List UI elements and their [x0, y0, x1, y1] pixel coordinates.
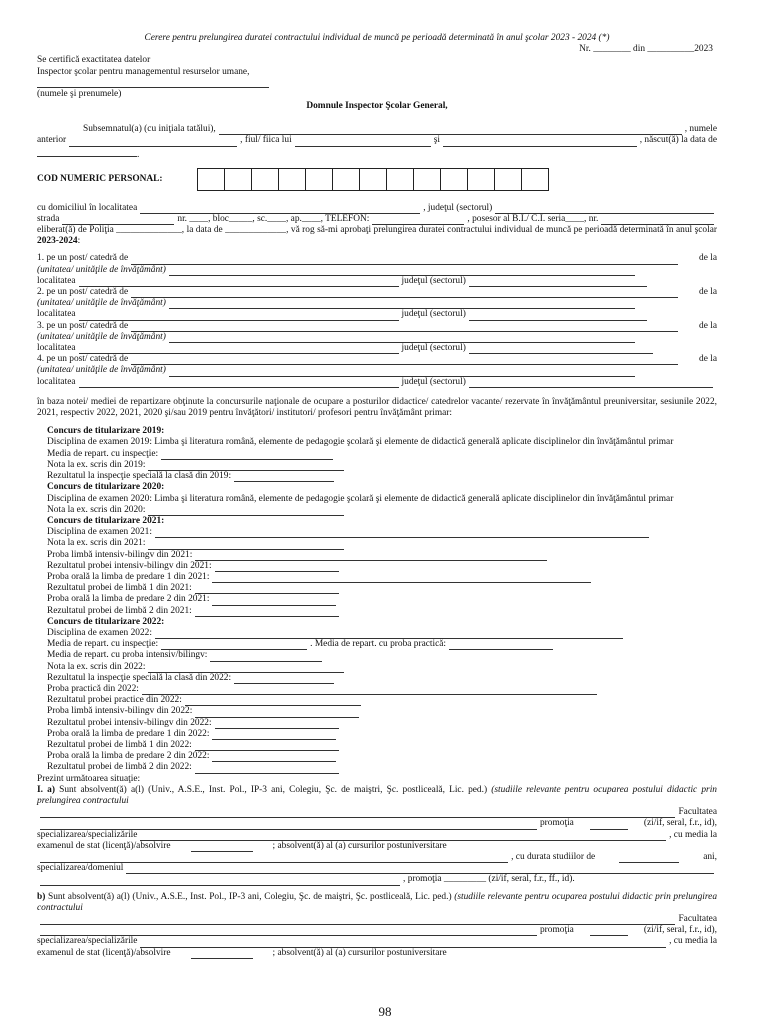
id-number-field[interactable] — [601, 215, 714, 225]
cnp-digit-box[interactable] — [494, 168, 521, 191]
domain-field-cont[interactable] — [40, 876, 400, 886]
post-locality-field[interactable] — [79, 311, 399, 321]
cnp-digit-box[interactable] — [359, 168, 386, 191]
unit-field[interactable] — [169, 333, 635, 343]
score-field[interactable] — [195, 607, 339, 617]
postgraduate-field[interactable] — [40, 853, 508, 863]
intro-label-4: , fiul/ fiica lui — [240, 135, 292, 146]
domicile-label: cu domiciliul în localitatea — [37, 202, 138, 213]
post-block-3: 3. pe un post/ catedră de de la (unitatea/ unităţile de învăţământ) localitatea judeţul (sectorul) — [37, 320, 717, 354]
post-locality-field[interactable] — [79, 378, 399, 388]
duration-field[interactable] — [619, 853, 679, 863]
discipline-field[interactable] — [155, 629, 623, 639]
score-field[interactable] — [212, 596, 336, 606]
address-details: nr. ____, bloc_____, sc.____, ap.____, TELEFON: — [177, 213, 370, 224]
cnp-digit-box[interactable] — [224, 168, 251, 191]
cnp-digit-box[interactable] — [413, 168, 440, 191]
score-field[interactable] — [195, 584, 339, 594]
cnp-digit-box[interactable] — [467, 168, 494, 191]
father-name-field[interactable] — [295, 137, 431, 147]
domain-field[interactable] — [126, 864, 714, 874]
unit-field[interactable] — [169, 367, 635, 377]
phone-field[interactable] — [372, 215, 464, 225]
former-name-field[interactable] — [69, 137, 237, 147]
score-field[interactable] — [210, 652, 322, 662]
score-field[interactable] — [185, 696, 361, 706]
exam-average-field[interactable] — [191, 842, 253, 852]
post-county-field[interactable] — [469, 344, 653, 354]
cnp-digit-box[interactable] — [386, 168, 413, 191]
score-field[interactable] — [215, 562, 339, 572]
score-field[interactable] — [195, 741, 339, 751]
salutation: Domnule Inspector Şcolar General, — [306, 101, 448, 112]
cnp-row — [37, 168, 717, 191]
section-b: b) Sunt absolvent(ă) a(l) (Univ., A.S.E., Inst. Pol., IP-3 ani, Colegiu, Şc. de maiştri, Şc. postliceală, Lic. ped.) (studiile relevante pentru ocuparea postului didactic prin prelungirea contractului Facultatea promoţia (zi/if, seral, f.r., id), specializarea/specializările , cu media la examenul de stat (licenţă)/absolvire ; absolvent(ă) al (a) cursurilor postuniversitare — [37, 891, 718, 958]
promotion-field[interactable] — [590, 926, 628, 936]
certify-line-3: (numele şi prenumele) — [37, 88, 122, 99]
birth-date-field[interactable] — [37, 147, 137, 157]
form-page: Cerere pentru prelungirea duratei contractului individual de muncă pe perioadă determinată în anul şcolar 2023 - 2024 (*) Nr. ________ din __________2023 Se certifică exactitatea datelor Inspector şcolar pentru managementul resurselor umane, (numele şi prenumele) Domnule Inspector Şcolar General, Subsemnatul(a) (cu iniţiala tatălui), , numele anterior , fiul/ fiica lui şi , născut(ă) la data de . COD NUMERIC PERSONAL: cu domiciliul în localitatea , judeţul (sectorul) strada nr. ____, bloc_____, sc.____, ap.____, TELEFON: , posesor al B.I./ C.I. seria____, nr. eliberat(ă) de Poliţia ______________, la data de _____________, vă rog să-mi aprobaţi prelungirea duratei contractului individual de muncă pe perioadă determinată în anul şcolar 2023-2024: 1. pe un post/ catedră de de la (unitatea/ unităţile de învăţământ) localitatea judeţul (sectorul) 2. pe un post/ catedră de de la (unitatea/ unităţile de învăţământ) localitatea judeţul (sectorul) 3. pe un post/ catedră de de la (unitatea/ unităţile de învăţământ) localitatea judeţul (sectorul) 4. pe un post/ catedră de de la (unitatea/ unităţile de învăţământ) localitatea judeţul (sectorul) în baza notei/ mediei de repartizare obţinute la concursurile naţionale de ocupare a posturilor didactice/ catedrelor vacante/ rezervate în învăţământul preuniversitar, sesiunile 2022, 2021, respectiv 2022, 2021, 2020 şi/sau 2019 pentru învăţători/ institutori/ profesori pentru învăţământ primar: Concurs de titularizare 2019: Disciplina de examen 2019: Limba şi literatura română, elemente de pedagogie şcolară şi elemente de didactică generală aplicate disciplinelor din învăţământul primar Media de repart. cu inspecţie: Nota la ex. scris din 2019: Rezultatul la inspecţie specială la clasă din 2019: Concurs de titularizare 2020: Disciplina de examen 2020: Limba şi literatura română, elemente de pedagogie şcolară şi elemente de didactică generală aplicate disciplinelor din învăţământul primar Nota la ex. scris din 2020: Concurs de titularizare 2021: Disciplina de examen 2021: Nota la ex. scris din 2021: Proba limbă intensiv-bilingv din 2021: Rezultatul probei intensiv-bilingv din 2021: Proba orală la limba de predare 1 din 2021: Rezultatul probei de limbă 1 din 2021: Proba orală la limba de predare 2 din 2021: Rezultatul probei de limbă 2 din 2021: Concurs de titularizare 2022: Disciplina de examen 2022: Media de repart. cu inspecţie: . Media de repart. cu proba practică: Media de repart. cu proba intensiv/bilingv: Nota la ex. scris din 2022: Rezultatul la inspecţie specială la clasă din 2022: Proba practică din 2022: Rezultatul probei practice din 2022: Proba limbă intensiv-bilingv din 2022: Rezultatul probei intensiv-bilingv din 2022: Proba orală la limba de predare 1 din 2022: Rezultatul probei de limbă 1 din 2022: Proba orală la limba de predare 2 din 2022: Rezultatul probei de limbă 2 din 2022: Prezint următoarea situaţie: I. a) Sunt absolvent(ă) a(l) (Univ., A.S.E., Inst. Pol., IP-3 ani, Colegiu, Şc. de maiştri, Şc. postliceală, Lic. ped.) (studiile relevante pentru ocuparea postului didactic prin prelungirea contractului Facultatea promoţia (zi/if, seral, f.r., id), specializarea/specializările , cu media la examenul de stat (licenţă)/absolvire ; absolvent(ă) al (a) cursurilor postuniversitare , cu durata studiilor de ani, specializarea/domeniul , promoţia _________ (zi/if, seral, f.r., ff., id). b) Sunt absolvent(ă) a(l) (Univ., A.S.E., Inst. Pol., IP-3 ani, Colegiu, Şc. de maiştri, Şc. postliceală, Lic. ped.) (studiile relevante pentru ocuparea postului didactic prin prelungirea contractului Facultatea promoţia (zi/if, seral, f.r., id), specializarea/specializările , cu media la examenul de stat (licenţă)/absolvire ; absolvent(ă) al (a) cursurilor postuniversitare — [37, 33, 718, 958]
score-field[interactable] — [148, 461, 344, 471]
concurs-2020: Concurs de titularizare 2020: Disciplina de examen 2020: Limba şi literatura română, elemente de pedagogie şcolară şi elemente de didactică generală aplicate disciplinelor din învăţământul primar Nota la ex. scris din 2020: — [47, 482, 674, 515]
score-field[interactable] — [161, 640, 307, 650]
registration-number: Nr. ________ din __________2023 — [579, 44, 713, 55]
intro-label-1: Subsemnatul(a) (cu iniţiala tatălui), — [83, 124, 216, 135]
mother-name-field[interactable] — [443, 137, 637, 147]
concurs-2021: Concurs de titularizare 2021: Disciplina de examen 2021: Nota la ex. scris din 2021: Proba limbă intensiv-bilingv din 2021: Rezultatul probei intensiv-bilingv din 2021: Proba orală la limba de predare 1 din 2021: Rezultatul probei de limbă 1 din 2021: Proba orală la limba de predare 2 din 2021: Rezultatul probei de limbă 2 din 2021: — [37, 516, 717, 617]
situation-label: Prezint următoarea situaţie: — [37, 773, 141, 784]
page-number: 98 — [378, 1004, 392, 1019]
faculty-field[interactable] — [40, 820, 537, 830]
specialization-field[interactable] — [140, 831, 666, 841]
post-field[interactable] — [131, 355, 678, 365]
intro-label-6: , născut(ă) la data de — [639, 135, 717, 146]
certify-line-1: Se certifică exactitatea datelor — [37, 55, 151, 66]
basis-paragraph: în baza notei/ mediei de repartizare obţinute la concursurile naţionale de ocupare a posturilor didactice/ catedrelor vacante/ rezervate în învăţământul preuniversitar, sesiunile 2022, 2021, respectiv 2022, 2021, 2020 şi/sau 2019 pentru învăţători/ institutori/ profesori pentru învăţământ primar: — [37, 396, 717, 419]
score-field[interactable] — [212, 752, 336, 762]
school-year: 2023-2024 — [37, 236, 78, 247]
cnp-label: COD NUMERIC PERSONAL: — [37, 173, 163, 184]
intro-label-3: anterior — [37, 135, 67, 146]
discipline-field[interactable] — [155, 528, 649, 538]
post-locality-field[interactable] — [79, 344, 399, 354]
institution-field[interactable] — [40, 808, 675, 818]
post-block-2: 2. pe un post/ catedră de de la (unitatea/ unităţile de învăţământ) localitatea judeţul (sectorul) — [37, 287, 717, 320]
cnp-digit-box[interactable] — [305, 168, 332, 191]
score-field[interactable] — [234, 674, 334, 684]
post-field[interactable] — [131, 288, 678, 298]
issued-by-text: eliberat(ă) de Poliţia ______________, la data de _____________, vă rog să-mi aprobaţi prelungirea duratei contractului individual de muncă pe perioadă determinată în anul şcolar 2023-2024: — [37, 225, 717, 247]
score-field[interactable] — [142, 685, 597, 695]
cnp-digit-box[interactable] — [197, 168, 224, 191]
score-field[interactable] — [195, 708, 359, 718]
street-label: strada — [37, 213, 60, 224]
street-field[interactable] — [62, 215, 174, 225]
specialization-field[interactable] — [140, 938, 666, 948]
county-label: , judeţul (sectorul) — [423, 202, 493, 213]
county-field[interactable] — [495, 204, 714, 214]
cnp-digit-box[interactable] — [521, 168, 549, 191]
score-field[interactable] — [195, 764, 339, 774]
cnp-boxes — [197, 168, 549, 191]
intro-label-5: şi — [433, 135, 440, 146]
score-field[interactable] — [148, 540, 344, 550]
full-name-field[interactable] — [219, 125, 682, 135]
cnp-digit-box[interactable] — [332, 168, 359, 191]
cnp-digit-box[interactable] — [251, 168, 278, 191]
score-field[interactable] — [161, 450, 333, 460]
unit-field[interactable] — [169, 266, 635, 276]
score-field[interactable] — [195, 551, 547, 561]
concurs-2022: Concurs de titularizare 2022: Disciplina de examen 2022: Media de repart. cu inspecţie: . Media de repart. cu proba practică: Media de repart. cu proba intensiv/bilingv: Nota la ex. scris din 2022: Rezultatul la inspecţie specială la clasă din 2022: Proba practică din 2022: Rezultatul probei practice din 2022: Proba limbă intensiv-bilingv din 2022: Rezultatul probei intensiv-bilingv din 2022: Proba orală la limba de predare 1 din 2022: Rezultatul probei de limbă 1 din 2022: Proba orală la limba de predare 2 din 2022: Rezultatul probei de limbă 2 din 2022: — [37, 617, 717, 774]
concurs-2019: Concurs de titularizare 2019: Disciplina de examen 2019: Limba şi literatura română, elemente de pedagogie şcolară şi elemente de didactică generală aplicate disciplinelor din învăţământul primar Media de repart. cu inspecţie: Nota la ex. scris din 2019: Rezultatul la inspecţie specială la clasă din 2019: — [47, 426, 674, 482]
post-block-1: 1. pe un post/ catedră de de la (unitatea/ unităţile de învăţământ) localitatea judeţul (sectorul) — [37, 253, 717, 286]
score-field[interactable] — [449, 640, 553, 650]
post-locality-field[interactable] — [79, 277, 399, 287]
section-a: I. a) Sunt absolvent(ă) a(l) (Univ., A.S.E., Inst. Pol., IP-3 ani, Colegiu, Şc. de maiştri, Şc. postliceală, Lic. ped.) (studiile relevante pentru ocuparea postului didactic prin prelungirea contractului Facultatea promoţia (zi/if, seral, f.r., id), specializarea/specializările , cu media la examenul de stat (licenţă)/absolvire ; absolvent(ă) al (a) cursurilor postuniversitare , cu durata studiilor de ani, specializarea/domeniul , promoţia _________ (zi/if, seral, f.r., ff., id). — [37, 784, 717, 885]
cnp-digit-box[interactable] — [278, 168, 305, 191]
institution-field[interactable] — [40, 915, 675, 925]
inspector-name-field[interactable] — [37, 78, 269, 88]
score-field[interactable] — [212, 730, 336, 740]
post-block-4: 4. pe un post/ catedră de de la (unitatea/ unităţile de învăţământ) localitatea judeţul (sectorul) — [37, 354, 717, 387]
score-field[interactable] — [148, 506, 344, 516]
exam-average-field[interactable] — [191, 949, 253, 959]
score-field[interactable] — [148, 663, 344, 673]
score-field[interactable] — [215, 719, 339, 729]
post-field[interactable] — [131, 322, 678, 332]
locality-field[interactable] — [140, 204, 420, 214]
form-title: Cerere pentru prelungirea duratei contractului individual de muncă pe perioadă determinată în anul şcolar 2023 - 2024 (*) — [144, 33, 610, 43]
post-field[interactable] — [131, 255, 678, 265]
score-field[interactable] — [212, 573, 591, 583]
post-county-field[interactable] — [469, 277, 647, 287]
cnp-digit-box[interactable] — [440, 168, 467, 191]
post-county-field[interactable] — [469, 311, 647, 321]
post-county-field[interactable] — [469, 378, 713, 388]
id-card-label: , posesor al B.I./ C.I. seria____, nr. — [467, 213, 599, 224]
unit-field[interactable] — [169, 299, 635, 309]
certify-line-2: Inspector şcolar pentru managementul resurselor umane, — [37, 66, 250, 77]
intro-label-2: , numele — [684, 124, 717, 135]
score-field[interactable] — [234, 472, 334, 482]
faculty-field[interactable] — [40, 926, 537, 936]
promotion-field[interactable] — [590, 820, 628, 830]
